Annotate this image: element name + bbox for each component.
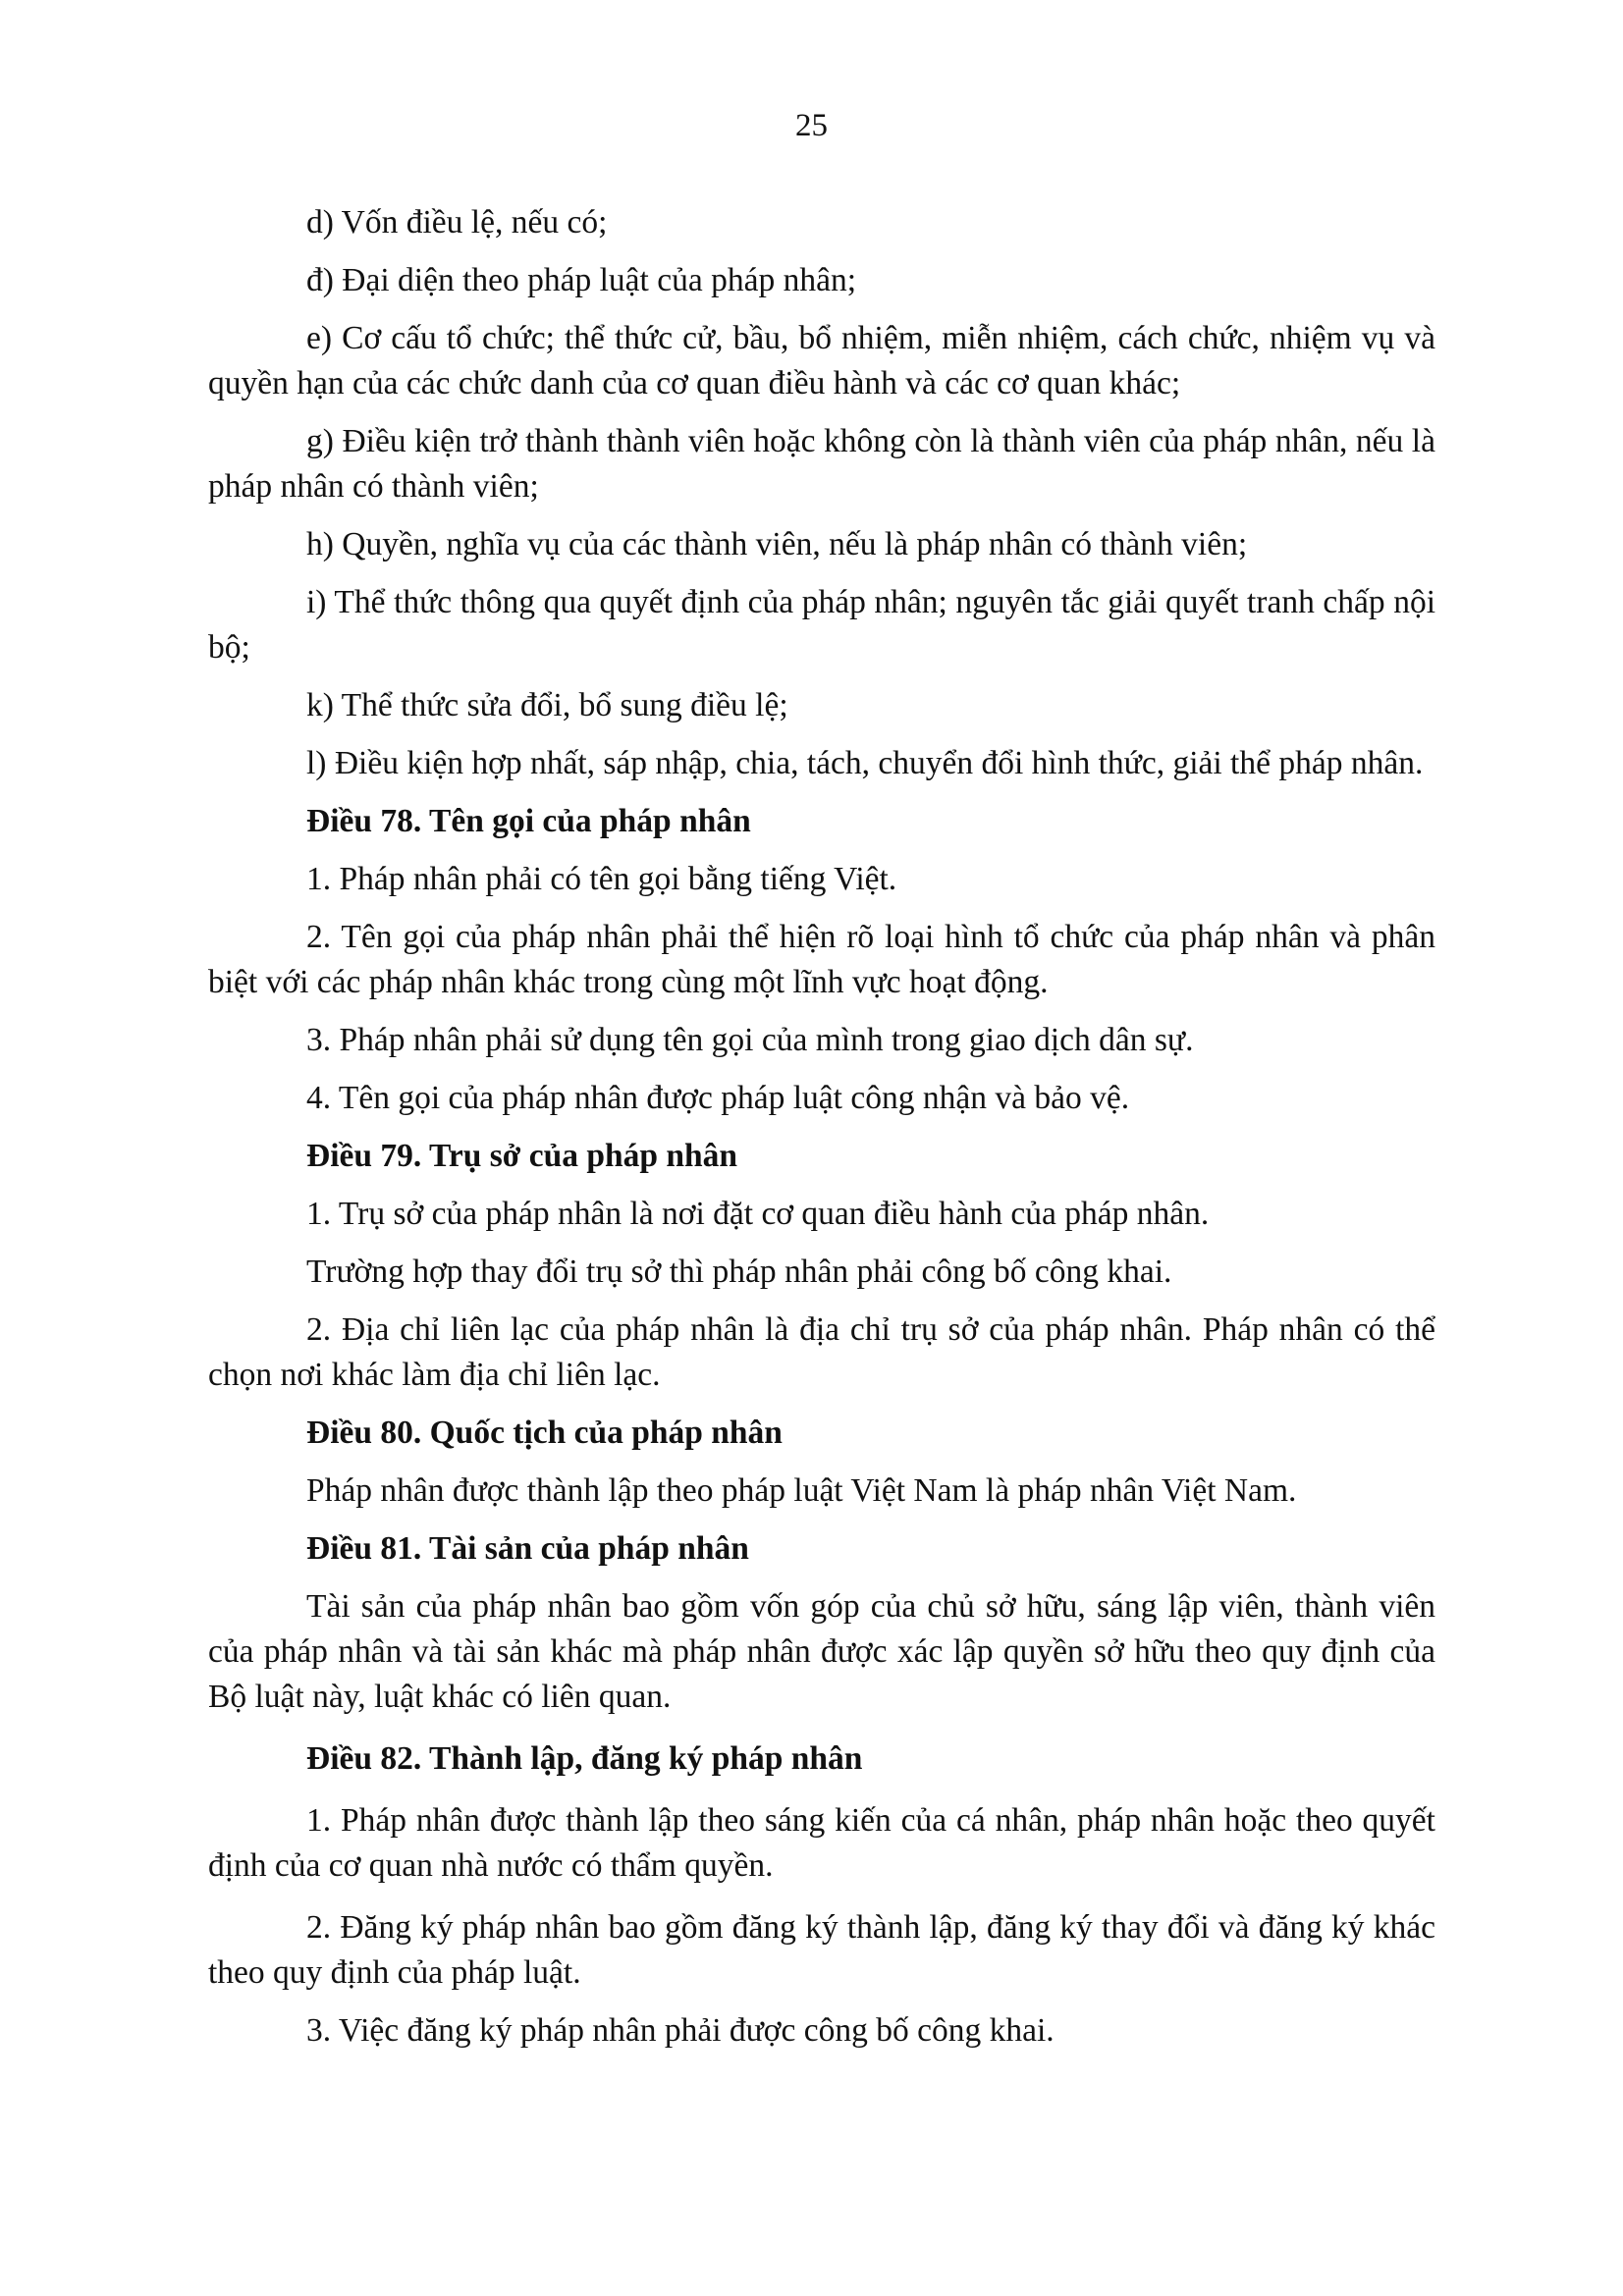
article-79-heading: Điều 79. Trụ sở của pháp nhân [306, 1138, 738, 1174]
article-82-heading: Điều 82. Thành lập, đăng ký pháp nhân [306, 1740, 863, 1777]
article-78-clause-4: 4. Tên gọi của pháp nhân được pháp luật công nhận và bảo vệ. [306, 1080, 1130, 1116]
article-81-text: Tài sản của pháp nhân bao gồm vốn góp của chủ sở hữu, sáng lập viên, thành viên của pháp nhân và tài sản khác mà pháp nhân được xác lập quyền sở hữu theo quy định của Bộ luật này, luật khác có liên quan. [208, 1588, 1435, 1715]
clause-dd: đ) Đại diện theo pháp luật của pháp nhân; [306, 262, 857, 298]
article-80-text: Pháp nhân được thành lập theo pháp luật Việt Nam là pháp nhân Việt Nam. [306, 1472, 1297, 1509]
article-78-clause-3: 3. Pháp nhân phải sử dụng tên gọi của mình trong giao dịch dân sự. [306, 1022, 1194, 1058]
clause-l: l) Điều kiện hợp nhất, sáp nhập, chia, tách, chuyển đổi hình thức, giải thể pháp nhân. [306, 745, 1424, 781]
article-79-clause-2: 2. Địa chỉ liên lạc của pháp nhân là địa chỉ trụ sở của pháp nhân. Pháp nhân có thể chọn nơi khác làm địa chỉ liên lạc. [208, 1311, 1435, 1393]
clause-g: g) Điều kiện trở thành thành viên hoặc không còn là thành viên của pháp nhân, nếu là pháp nhân có thành viên; [208, 423, 1435, 505]
article-82-clause-2: 2. Đăng ký pháp nhân bao gồm đăng ký thành lập, đăng ký thay đổi và đăng ký khác theo quy định của pháp luật. [208, 1909, 1435, 1991]
clause-d: d) Vốn điều lệ, nếu có; [306, 204, 608, 240]
clause-i: i) Thể thức thông qua quyết định của pháp nhân; nguyên tắc giải quyết tranh chấp nội bộ; [208, 584, 1435, 666]
page-number: 25 [795, 108, 828, 143]
article-79-clause-1: 1. Trụ sở của pháp nhân là nơi đặt cơ quan điều hành của pháp nhân. [306, 1196, 1210, 1232]
document-body [208, 200, 1435, 2066]
article-78-clause-2: 2. Tên gọi của pháp nhân phải thể hiện rõ loại hình tổ chức của pháp nhân và phân biệt với các pháp nhân khác trong cùng một lĩnh vực hoạt động. [208, 919, 1435, 1000]
clause-e: e) Cơ cấu tổ chức; thể thức cử, bầu, bổ nhiệm, miễn nhiệm, cách chức, nhiệm vụ và quyền hạn của các chức danh của cơ quan điều hành và các cơ quan khác; [208, 320, 1435, 401]
clause-h: h) Quyền, nghĩa vụ của các thành viên, nếu là pháp nhân có thành viên; [306, 526, 1248, 562]
clause-k: k) Thể thức sửa đổi, bổ sung điều lệ; [306, 687, 788, 723]
article-82-clause-1: 1. Pháp nhân được thành lập theo sáng kiến của cá nhân, pháp nhân hoặc theo quyết định của cơ quan nhà nước có thẩm quyền. [208, 1802, 1435, 1884]
article-81-heading: Điều 81. Tài sản của pháp nhân [306, 1530, 749, 1567]
article-80-heading: Điều 80. Quốc tịch của pháp nhân [306, 1415, 783, 1451]
article-79-clause-1-continued: Trường hợp thay đổi trụ sở thì pháp nhân phải công bố công khai. [306, 1254, 1172, 1290]
article-78-heading: Điều 78. Tên gọi của pháp nhân [306, 803, 751, 839]
article-82-clause-3: 3. Việc đăng ký pháp nhân phải được công bố công khai. [306, 2012, 1055, 2049]
article-78-clause-1: 1. Pháp nhân phải có tên gọi bằng tiếng Việt. [306, 861, 897, 897]
